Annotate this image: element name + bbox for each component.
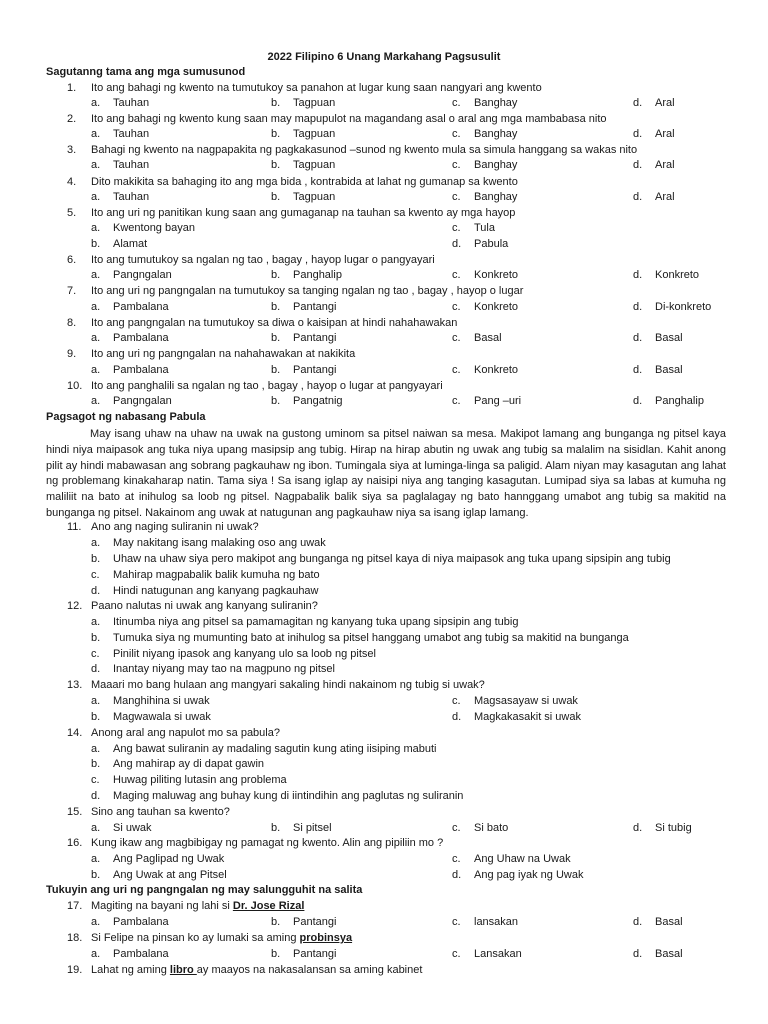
question-text: Ito ang uri ng pangngalan na tumutukoy sa tanging ngalan ng tao , bagay , hayop o lugar: [91, 285, 524, 297]
question-5-options-row1: a. Kwentong bayan c. Tula: [91, 222, 495, 234]
question-text: Paano nalutas ni uwak ang kanyang suliranin?: [91, 600, 318, 612]
underlined-word: libro: [169, 964, 197, 976]
option-a: a. Itinumba niya ang pitsel sa pamamagitan ng kanyang tuka upang sipsipin ang tubig: [91, 616, 519, 628]
option-b: b. Ang mahirap ay di dapat gawin: [91, 758, 265, 770]
question-text: Bahagi ng kwento na nagpapakita ng pagkakasunod –sunod ng kwento mula sa simula hanggang sa wakas nito: [91, 144, 638, 156]
question-13-options-row2: b. Magwawala si uwak d. Magkakasakit si uwak: [91, 711, 581, 723]
question-7-options: a. Pambalana b. Pantangi c. Konkreto d. Di-konkreto: [91, 301, 712, 313]
question-number: 14.: [67, 727, 83, 739]
section-3-heading: Tukuyin ang uri ng pangngalan ng may salungguhit na salita: [46, 884, 363, 896]
story-paragraph: [46, 427, 726, 522]
option-d: d. Inantay niyang may tao na magpuno ng pitsel: [91, 663, 335, 675]
question-text: Ito ang uri ng panitikan kung saan ang gumaganap na tauhan sa kwento ay mga hayop: [91, 207, 516, 219]
option-b: b. Tumuka siya ng mumunting bato at inihulog sa pitsel hanggang umabot ang tubig sa makitid na bunganga: [91, 632, 629, 644]
question-number: 4.: [67, 176, 77, 188]
question-1-options: a. Tauhan b. Tagpuan c. Banghay d. Aral: [91, 97, 675, 109]
question-text: Ito ang bahagi ng kwento kung saan may mapupulot na magandang asal o aral ang mga mambabasa nito: [91, 113, 607, 125]
option-b: b. Uhaw na uhaw siya pero makipot ang bunganga ng pitsel kaya di niya maipasok ang tuka upang sipsipin ang tubig: [91, 553, 671, 565]
question-10-options: a. Pangngalan b. Pangatnig c. Pang –uri d. Panghalip: [91, 395, 704, 407]
question-13-options-row1: a. Manghihina si uwak c. Magsasayaw si uwak: [91, 695, 578, 707]
question-text: Dito makikita sa bahaging ito ang mga bida , kontrabida at lahat ng gumanap sa kwento: [91, 176, 518, 188]
option-d: d. Hindi natugunan ang kanyang pagkauhaw: [91, 585, 319, 597]
question-number: 18.: [67, 932, 83, 944]
question-9-options: a. Pambalana b. Pantangi c. Konkreto d. Basal: [91, 364, 683, 376]
question-number: 11.: [67, 521, 82, 533]
question-5-options-row2: b. Alamat d. Pabula: [91, 238, 509, 250]
question-number: 7.: [67, 285, 77, 297]
question-2-options: a. Tauhan b. Tagpuan c. Banghay d. Aral: [91, 128, 675, 140]
question-text: Si Felipe na pinsan ko ay lumaki sa aming probinsya: [91, 932, 353, 944]
option-c: c. Pinilit niyang ipasok ang kanyang ulo sa loob ng pitsel: [91, 648, 376, 660]
option-c: c. Mahirap magpabalik balik kumuha ng bato: [91, 569, 320, 581]
underlined-word: Dr. Jose Rizal: [232, 900, 305, 912]
question-number: 16.: [67, 837, 83, 849]
question-text: Ito ang bahagi ng kwento na tumutukoy sa panahon at lugar kung saan nangyari ang kwento: [91, 82, 542, 94]
question-number: 9.: [67, 348, 77, 360]
question-text: Anong aral ang napulot mo sa pabula?: [91, 727, 280, 739]
exam-title: 2022 Filipino 6 Unang Markahang Pagsusulit: [267, 51, 501, 63]
question-number: 17.: [67, 900, 83, 912]
section-1-heading: Sagutanng tama ang mga sumusunod: [46, 66, 246, 78]
question-18-options: a. Pambalana b. Pantangi c. Lansakan d. Basal: [91, 948, 683, 960]
question-16-options-row2: b. Ang Uwak at ang Pitsel d. Ang pag iyak ng Uwak: [91, 869, 584, 881]
question-number: 8.: [67, 317, 77, 329]
question-text: Magiting na bayani ng lahi si Dr. Jose Rizal: [91, 900, 305, 912]
question-number: 6.: [67, 254, 77, 266]
question-text: Ito ang uri ng pangngalan na nahahawakan at nakikita: [91, 348, 356, 360]
question-number: 13.: [67, 679, 83, 691]
question-16-options-row1: a. Ang Paglipad ng Uwak c. Ang Uhaw na Uwak: [91, 853, 571, 865]
question-text: Ito ang tumutukoy sa ngalan ng tao , bagay , hayop lugar o pangyayari: [91, 254, 435, 266]
option-a: a. Ang bawat suliranin ay madaling sagutin kung ating iisiping mabuti: [91, 743, 437, 755]
option-c: c. Huwag piliting lutasin ang problema: [91, 774, 287, 786]
question-6-options: a. Pangngalan b. Panghalip c. Konkreto d. Konkreto: [91, 269, 700, 281]
section-2-heading: Pagsagot ng nabasang Pabula: [46, 411, 206, 423]
question-number: 10.: [67, 380, 83, 392]
question-text: Sino ang tauhan sa kwento?: [91, 806, 230, 818]
question-3-options: a. Tauhan b. Tagpuan c. Banghay d. Aral: [91, 159, 675, 171]
question-15-options: a. Si uwak b. Si pitsel c. Si bato d. Si tubig: [91, 822, 692, 834]
question-17-options: a. Pambalana b. Pantangi c. lansakan d. Basal: [91, 916, 683, 928]
story-text: May isang uhaw na uhaw na uwak na gustong uminom sa pitsel naiwan sa mesa. Makipot lamang ang bunganga ng pitsel kaya hindi niya maipasok ang tuka niya upang masipsip ang tubig. Hirap na hirap abutin ng uwak ang tubig sa malalim na sisidlan. Kahit anong pilit ay hindi mabawasan ang sobrang pagkauhaw ng ibon. Tumingala siya at luminga-linga sa paligid. Alam niyan may kasagutan ang lahat ng problemang kinakaharap natin. Tama siya ! Sa isang iglap ay naisipi niya ang tanging kasagutan. Lumipad siya sa labas at kumuha ng maliliit na bato at inihulog sa loob ng pitsel. Nagpabalik balik siya sa paglalagay ng bato hannggang umabot ang tubig sa makitid na bunganga ng pitsel. Nakainom ang uwak at natugunan ang pagkauhaw niya sa isang iglap lamang.: [46, 428, 726, 519]
option-d: d. Maging maluwag ang buhay kung di iintindihin ang paglutas ng suliranin: [91, 790, 464, 802]
question-text: Ito ang pangngalan na tumutukoy sa diwa o kaisipan at hindi nahahawakan: [91, 317, 458, 329]
question-number: 1.: [67, 82, 77, 94]
underlined-word: probinsya: [299, 932, 353, 944]
question-4-options: a. Tauhan b. Tagpuan c. Banghay d. Aral: [91, 191, 675, 203]
question-number: 19.: [67, 964, 83, 976]
question-number: 5.: [67, 207, 77, 219]
question-text: Maaari mo bang hulaan ang mangyari sakaling hindi nakainom ng tubig si uwak?: [91, 679, 485, 691]
question-text: Lahat ng aming libro ay maayos na nakasalansan sa aming kabinet: [91, 964, 423, 976]
option-a: a. May nakitang isang malaking oso ang uwak: [91, 537, 326, 549]
question-text: Ito ang panghalili sa ngalan ng tao , bagay , hayop o lugar at pangyayari: [91, 380, 443, 392]
question-text: Kung ikaw ang magbibigay ng pamagat ng kwento. Alin ang pipiliin mo ?: [91, 837, 444, 849]
question-number: 3.: [67, 144, 77, 156]
question-8-options: a. Pambalana b. Pantangi c. Basal d. Basal: [91, 332, 683, 344]
question-number: 2.: [67, 113, 77, 125]
question-number: 15.: [67, 806, 83, 818]
question-text: Ano ang naging suliranin ni uwak?: [91, 521, 259, 533]
question-number: 12.: [67, 600, 83, 612]
